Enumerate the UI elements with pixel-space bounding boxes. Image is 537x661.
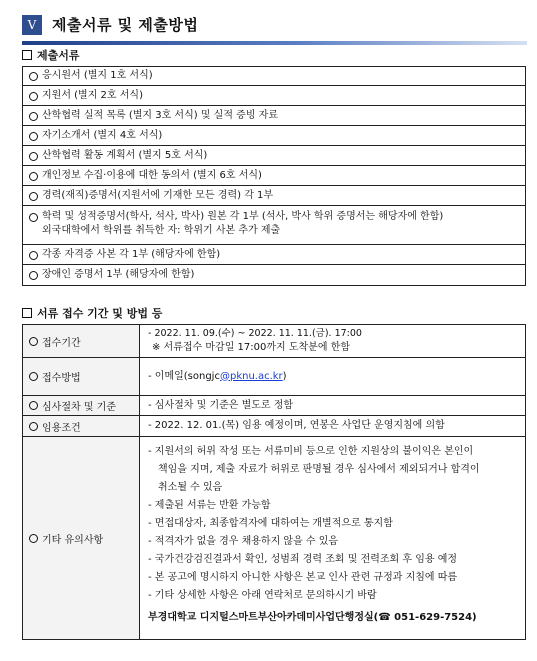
circle-bullet-icon	[29, 401, 38, 410]
etc-label-cell: 기타 유의사항	[23, 437, 140, 640]
notice-line: - 적격자가 없을 경우 채용하지 않을 수 있음	[148, 536, 339, 547]
square-bullet-icon	[22, 50, 32, 60]
circle-bullet-icon	[29, 372, 38, 381]
notice-line: 책임을 지며, 제출 자료가 허위로 판명될 경우 심사에서 제외되거나 합격이	[158, 464, 480, 475]
foreign-degree-note: 외국대학에서 학위를 취득한 자: 학위기 사본 추가 제출	[42, 225, 281, 236]
section-heading-documents	[22, 47, 80, 63]
circle-bullet-icon	[29, 337, 38, 346]
section-title: 서류 접수 기간 및 방법 등	[37, 307, 163, 320]
contact-info: 부경대학교 디지털스마트부산아카데미사업단행정실(☎ 051-629-7524)	[148, 612, 477, 623]
table-row	[23, 396, 526, 416]
period-label-cell: 접수기간	[23, 325, 140, 358]
list-item: 각종 자격증 사본 각 1부 (해당자에 한함)	[23, 245, 525, 265]
list-item: 산학협력 실적 목록 (별지 3호 서식) 및 실적 증빙 자료	[23, 106, 525, 126]
review-label-cell: 심사절차 및 기준	[23, 396, 140, 416]
list-item: 학력 및 성적증명서(학사, 석사, 박사) 원본 각 1부 (석사, 박사 학위 증명서는 해당자에 한함) 외국대학에서 학위를 취득한 자: 학위기 사본 추가 제출	[23, 206, 525, 245]
period-value-cell: - 2022. 11. 09.(수) ~ 2022. 11. 11.(금). 17:00 ※ 서류접수 마감일 17:00까지 도착분에 한함	[140, 325, 526, 358]
header-underline	[22, 41, 527, 45]
notice-line: - 지원서의 허위 작성 또는 서류미비 등으로 인한 지원상의 불이익은 본인이	[148, 446, 474, 457]
table-row	[23, 358, 526, 396]
circle-bullet-icon	[29, 534, 38, 543]
list-item: 지원서 (별지 2호 서식)	[23, 86, 525, 106]
method-label-cell: 접수방법	[23, 358, 140, 396]
circle-bullet-icon	[29, 422, 38, 431]
circle-bullet-icon	[29, 271, 38, 280]
notice-line: - 기타 상세한 사항은 아래 연락처로 문의하시기 바람	[148, 590, 377, 601]
circle-bullet-icon	[29, 112, 38, 121]
notice-line: - 본 공고에 명시하지 아니한 사항은 본교 인사 관련 규정과 지침에 따름	[148, 572, 458, 583]
circle-bullet-icon	[29, 92, 38, 101]
notice-line: - 국가건강검진결과서 확인, 성범죄 경력 조회 및 전력조회 후 임용 예정	[148, 554, 458, 565]
list-item: 산학협력 활동 계획서 (별지 5호 서식)	[23, 146, 525, 166]
hire-value-cell: - 2022. 12. 01.(목) 임용 예정이며, 연봉은 사업단 운영지침에 의함	[140, 416, 526, 437]
section-heading-submission	[22, 305, 162, 321]
list-item: 개인정보 수집·이용에 대한 동의서 (별지 6호 서식)	[23, 166, 525, 186]
list-item: 자기소개서 (별지 4호 서식)	[23, 126, 525, 146]
method-value-cell: - 이메일(songjc@pknu.ac.kr)	[140, 358, 526, 396]
table-row	[23, 325, 526, 358]
circle-bullet-icon	[29, 72, 38, 81]
documents-list	[22, 66, 526, 286]
list-item: 응시원서 (별지 1호 서식)	[23, 67, 525, 86]
table-row	[23, 437, 526, 640]
page-title: 제출서류 및 제출방법	[52, 16, 199, 34]
etc-value-cell	[140, 437, 526, 640]
square-bullet-icon	[22, 308, 32, 318]
circle-bullet-icon	[29, 172, 38, 181]
list-item: 장애인 증명서 1부 (해당자에 한함)	[23, 265, 525, 285]
submission-info-table	[22, 324, 526, 640]
circle-bullet-icon	[29, 132, 38, 141]
circle-bullet-icon	[29, 192, 38, 201]
notice-line: - 면접대상자, 최종합격자에 대하여는 개별적으로 통지함	[148, 518, 393, 529]
notice-line: 취소될 수 있음	[158, 482, 223, 493]
circle-bullet-icon	[29, 251, 38, 260]
email-link[interactable]: @pknu.ac.kr	[219, 370, 283, 382]
review-value-cell: - 심사절차 및 기준은 별도로 정함	[140, 396, 526, 416]
hire-label-cell: 임용조건	[23, 416, 140, 437]
notice-line: - 제출된 서류는 반환 가능함	[148, 500, 271, 511]
circle-bullet-icon	[29, 152, 38, 161]
table-row	[23, 416, 526, 437]
section-header	[22, 15, 527, 39]
circle-bullet-icon	[29, 213, 38, 222]
list-item: 경력(재직)증명서(지원서에 기재한 모든 경력) 각 1부	[23, 186, 525, 206]
roman-numeral-badge: Ⅴ	[22, 15, 42, 35]
section-title: 제출서류	[37, 49, 80, 62]
